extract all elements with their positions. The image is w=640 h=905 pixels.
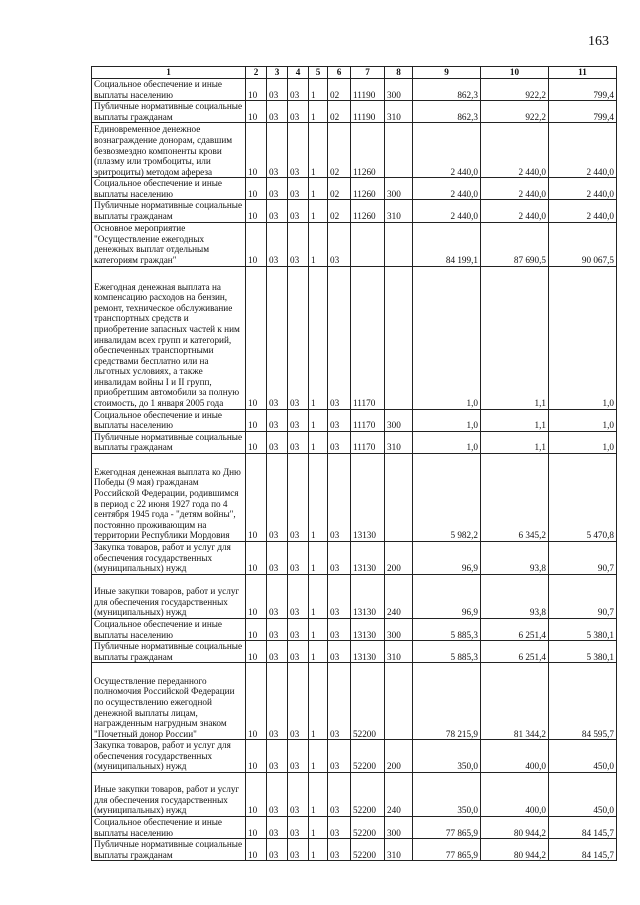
code-cell: 03 <box>267 663 288 740</box>
amount-cell: 1,0 <box>549 409 617 431</box>
row-name-cell: Закупка товаров, работ и услуг для обеспечения государственных (муниципальных) нужд <box>92 541 246 574</box>
amount-cell: 922,2 <box>481 79 549 101</box>
amount-cell: 5 885,3 <box>413 618 481 640</box>
code-cell: 11260 <box>351 123 385 178</box>
row-name-cell: Ежегодная денежная выплата на компенсацию расходов на бензин, ремонт, техническое обслуживание транспортных средств и приобретение запасных частей к ним инвалидам всех групп и категорий, обеспеченных транспортными средствами бесплатно или на льготных условиях, а также инвалидам войны I и II групп, приобретшим автомобили за полную стоимость, до 1 января 2005 года <box>92 266 246 409</box>
row-name-cell: Социальное обеспечение и иные выплаты населению <box>92 618 246 640</box>
code-cell: 03 <box>267 409 288 431</box>
row-name-cell: Единовременное денежное вознаграждение донорам, сдавшим безвозмездно компоненты крови (плазму или тромбоциты, или эритроциты) методом афереза <box>92 123 246 178</box>
amount-cell: 93,8 <box>481 574 549 618</box>
amount-cell: 400,0 <box>481 772 549 816</box>
code-cell: 03 <box>267 453 288 541</box>
code-cell: 200 <box>385 541 413 574</box>
page-number: 163 <box>588 34 609 49</box>
code-cell: 03 <box>267 816 288 838</box>
code-cell: 02 <box>328 101 351 123</box>
budget-table <box>91 66 617 861</box>
code-cell: 11170 <box>351 409 385 431</box>
table-row <box>92 663 617 740</box>
code-cell: 03 <box>328 431 351 453</box>
code-cell: 310 <box>385 839 413 861</box>
table-row <box>92 79 617 101</box>
amount-cell: 78 215,9 <box>413 663 481 740</box>
column-header: 9 <box>413 67 481 79</box>
code-cell: 10 <box>246 453 267 541</box>
code-cell <box>385 266 413 409</box>
code-cell: 03 <box>328 772 351 816</box>
code-cell: 1 <box>309 839 328 861</box>
amount-cell: 2 440,0 <box>549 200 617 222</box>
code-cell: 03 <box>267 772 288 816</box>
amount-cell: 1,0 <box>413 431 481 453</box>
code-cell: 03 <box>288 641 309 663</box>
table-row <box>92 431 617 453</box>
code-cell: 03 <box>267 574 288 618</box>
code-cell: 11190 <box>351 79 385 101</box>
code-cell: 03 <box>288 123 309 178</box>
table-row <box>92 453 617 541</box>
column-header: 1 <box>92 67 246 79</box>
code-cell: 03 <box>288 663 309 740</box>
amount-cell: 1,1 <box>481 266 549 409</box>
amount-cell: 80 944,2 <box>481 839 549 861</box>
amount-cell: 5 982,2 <box>413 453 481 541</box>
table-row <box>92 178 617 200</box>
amount-cell: 6 251,4 <box>481 618 549 640</box>
code-cell: 310 <box>385 101 413 123</box>
row-name-cell: Основное мероприятие "Осуществление ежегодных денежных выплат отдельным категориям граждан" <box>92 222 246 266</box>
code-cell: 13130 <box>351 641 385 663</box>
code-cell: 03 <box>288 409 309 431</box>
code-cell: 300 <box>385 618 413 640</box>
code-cell: 10 <box>246 222 267 266</box>
code-cell: 52200 <box>351 663 385 740</box>
code-cell: 03 <box>267 618 288 640</box>
code-cell: 1 <box>309 200 328 222</box>
code-cell: 11170 <box>351 431 385 453</box>
amount-cell: 2 440,0 <box>549 123 617 178</box>
code-cell: 03 <box>328 740 351 773</box>
amount-cell: 2 440,0 <box>413 178 481 200</box>
code-cell: 03 <box>288 574 309 618</box>
code-cell: 13130 <box>351 541 385 574</box>
amount-cell: 84 145,7 <box>549 839 617 861</box>
table-row <box>92 123 617 178</box>
code-cell: 300 <box>385 79 413 101</box>
amount-cell: 1,0 <box>549 431 617 453</box>
code-cell: 52200 <box>351 839 385 861</box>
amount-cell: 93,8 <box>481 541 549 574</box>
code-cell: 1 <box>309 266 328 409</box>
code-cell: 300 <box>385 816 413 838</box>
column-header: 11 <box>549 67 617 79</box>
code-cell <box>351 222 385 266</box>
column-header: 4 <box>288 67 309 79</box>
column-header: 3 <box>267 67 288 79</box>
amount-cell: 5 470,8 <box>549 453 617 541</box>
amount-cell: 5 380,1 <box>549 641 617 663</box>
code-cell: 03 <box>267 123 288 178</box>
code-cell: 03 <box>288 740 309 773</box>
amount-cell: 2 440,0 <box>413 200 481 222</box>
table-row <box>92 740 617 773</box>
code-cell: 03 <box>328 453 351 541</box>
amount-cell: 922,2 <box>481 101 549 123</box>
code-cell: 03 <box>267 641 288 663</box>
code-cell: 02 <box>328 123 351 178</box>
code-cell: 03 <box>267 101 288 123</box>
table-row <box>92 574 617 618</box>
amount-cell: 90,7 <box>549 541 617 574</box>
amount-cell: 2 440,0 <box>481 123 549 178</box>
code-cell: 03 <box>328 541 351 574</box>
code-cell: 310 <box>385 200 413 222</box>
amount-cell: 1,1 <box>481 409 549 431</box>
amount-cell: 90 067,5 <box>549 222 617 266</box>
code-cell: 03 <box>328 574 351 618</box>
code-cell: 10 <box>246 772 267 816</box>
amount-cell: 5 380,1 <box>549 618 617 640</box>
code-cell: 1 <box>309 772 328 816</box>
code-cell: 03 <box>267 178 288 200</box>
table-header-row <box>92 67 617 79</box>
code-cell: 10 <box>246 641 267 663</box>
table-row <box>92 266 617 409</box>
code-cell: 1 <box>309 541 328 574</box>
code-cell: 10 <box>246 178 267 200</box>
code-cell: 03 <box>328 641 351 663</box>
code-cell: 310 <box>385 641 413 663</box>
code-cell: 10 <box>246 663 267 740</box>
code-cell: 10 <box>246 200 267 222</box>
code-cell: 03 <box>288 178 309 200</box>
code-cell: 03 <box>267 740 288 773</box>
code-cell: 11170 <box>351 266 385 409</box>
code-cell: 10 <box>246 431 267 453</box>
code-cell: 03 <box>328 663 351 740</box>
code-cell: 03 <box>267 222 288 266</box>
code-cell: 52200 <box>351 816 385 838</box>
amount-cell: 2 440,0 <box>481 200 549 222</box>
code-cell: 1 <box>309 222 328 266</box>
column-header: 6 <box>328 67 351 79</box>
row-name-cell: Публичные нормативные социальные выплаты гражданам <box>92 839 246 861</box>
code-cell: 1 <box>309 101 328 123</box>
amount-cell: 90,7 <box>549 574 617 618</box>
amount-cell: 450,0 <box>549 772 617 816</box>
code-cell: 03 <box>288 431 309 453</box>
row-name-cell: Иные закупки товаров, работ и услуг для обеспечения государственных (муниципальных) нужд <box>92 772 246 816</box>
code-cell: 10 <box>246 101 267 123</box>
amount-cell: 400,0 <box>481 740 549 773</box>
code-cell: 03 <box>328 266 351 409</box>
code-cell: 03 <box>328 816 351 838</box>
amount-cell: 6 345,2 <box>481 453 549 541</box>
column-header: 7 <box>351 67 385 79</box>
amount-cell: 2 440,0 <box>413 123 481 178</box>
table-row <box>92 101 617 123</box>
table-row <box>92 839 617 861</box>
amount-cell: 1,0 <box>413 409 481 431</box>
amount-cell: 1,0 <box>413 266 481 409</box>
table-body <box>92 79 617 861</box>
code-cell: 03 <box>288 541 309 574</box>
code-cell: 02 <box>328 79 351 101</box>
row-name-cell: Социальное обеспечение и иные выплаты населению <box>92 409 246 431</box>
amount-cell: 2 440,0 <box>481 178 549 200</box>
column-header: 5 <box>309 67 328 79</box>
code-cell: 1 <box>309 178 328 200</box>
row-name-cell: Социальное обеспечение и иные выплаты населению <box>92 178 246 200</box>
row-name-cell: Социальное обеспечение и иные выплаты населению <box>92 79 246 101</box>
code-cell: 03 <box>288 816 309 838</box>
row-name-cell: Публичные нормативные социальные выплаты гражданам <box>92 431 246 453</box>
code-cell: 03 <box>328 618 351 640</box>
code-cell: 1 <box>309 663 328 740</box>
amount-cell: 6 251,4 <box>481 641 549 663</box>
code-cell: 10 <box>246 123 267 178</box>
table-row <box>92 618 617 640</box>
table-row <box>92 641 617 663</box>
code-cell: 02 <box>328 200 351 222</box>
amount-cell: 799,4 <box>549 79 617 101</box>
code-cell: 03 <box>267 431 288 453</box>
code-cell: 10 <box>246 266 267 409</box>
amount-cell: 80 944,2 <box>481 816 549 838</box>
code-cell: 03 <box>267 541 288 574</box>
row-name-cell: Ежегодная денежная выплата ко Дню Победы (9 мая) гражданам Российской Федерации, родившимся в период с 22 июня 1927 года по 4 сентября 1945 года - "детям войны", постоянно проживающим на территории Республики Мордовия <box>92 453 246 541</box>
code-cell: 10 <box>246 740 267 773</box>
code-cell: 03 <box>328 409 351 431</box>
table-row <box>92 222 617 266</box>
row-name-cell: Публичные нормативные социальные выплаты гражданам <box>92 200 246 222</box>
amount-cell: 96,9 <box>413 574 481 618</box>
code-cell <box>385 123 413 178</box>
code-cell: 1 <box>309 79 328 101</box>
code-cell: 10 <box>246 79 267 101</box>
amount-cell: 87 690,5 <box>481 222 549 266</box>
amount-cell: 77 865,9 <box>413 839 481 861</box>
code-cell: 11190 <box>351 101 385 123</box>
amount-cell: 84 595,7 <box>549 663 617 740</box>
code-cell: 03 <box>267 839 288 861</box>
table-row <box>92 409 617 431</box>
code-cell: 1 <box>309 618 328 640</box>
code-cell: 1 <box>309 574 328 618</box>
code-cell: 10 <box>246 618 267 640</box>
code-cell: 300 <box>385 178 413 200</box>
code-cell: 240 <box>385 772 413 816</box>
row-name-cell: Социальное обеспечение и иные выплаты населению <box>92 816 246 838</box>
code-cell <box>385 663 413 740</box>
code-cell: 10 <box>246 409 267 431</box>
code-cell: 03 <box>267 266 288 409</box>
code-cell: 52200 <box>351 772 385 816</box>
code-cell: 10 <box>246 839 267 861</box>
column-header: 2 <box>246 67 267 79</box>
code-cell: 1 <box>309 409 328 431</box>
code-cell: 1 <box>309 123 328 178</box>
table-row <box>92 200 617 222</box>
amount-cell: 84 145,7 <box>549 816 617 838</box>
code-cell: 1 <box>309 431 328 453</box>
amount-cell: 2 440,0 <box>549 178 617 200</box>
row-name-cell: Закупка товаров, работ и услуг для обеспечения государственных (муниципальных) нужд <box>92 740 246 773</box>
code-cell <box>385 222 413 266</box>
code-cell: 03 <box>288 618 309 640</box>
amount-cell: 862,3 <box>413 101 481 123</box>
code-cell: 13130 <box>351 453 385 541</box>
row-name-cell: Публичные нормативные социальные выплаты гражданам <box>92 101 246 123</box>
code-cell: 03 <box>288 101 309 123</box>
code-cell: 11260 <box>351 178 385 200</box>
amount-cell: 1,1 <box>481 431 549 453</box>
amount-cell: 5 885,3 <box>413 641 481 663</box>
code-cell: 03 <box>267 200 288 222</box>
code-cell: 03 <box>288 839 309 861</box>
code-cell: 240 <box>385 574 413 618</box>
code-cell: 52200 <box>351 740 385 773</box>
code-cell: 03 <box>288 453 309 541</box>
row-name-cell: Осуществление переданного полномочия Российской Федерации по осуществлению ежегодной денежной выплаты лицам, награжденным нагрудным знаком "Почетный донор России" <box>92 663 246 740</box>
code-cell: 02 <box>328 178 351 200</box>
amount-cell: 350,0 <box>413 772 481 816</box>
code-cell: 03 <box>288 200 309 222</box>
code-cell: 10 <box>246 574 267 618</box>
code-cell: 10 <box>246 541 267 574</box>
amount-cell: 862,3 <box>413 79 481 101</box>
amount-cell: 450,0 <box>549 740 617 773</box>
code-cell: 310 <box>385 431 413 453</box>
code-cell: 03 <box>267 79 288 101</box>
row-name-cell: Публичные нормативные социальные выплаты гражданам <box>92 641 246 663</box>
amount-cell: 799,4 <box>549 101 617 123</box>
code-cell: 1 <box>309 740 328 773</box>
code-cell: 03 <box>288 222 309 266</box>
code-cell: 1 <box>309 453 328 541</box>
table-row <box>92 816 617 838</box>
code-cell: 200 <box>385 740 413 773</box>
code-cell <box>385 453 413 541</box>
amount-cell: 96,9 <box>413 541 481 574</box>
code-cell: 11260 <box>351 200 385 222</box>
code-cell: 03 <box>328 839 351 861</box>
code-cell: 1 <box>309 816 328 838</box>
code-cell: 03 <box>328 222 351 266</box>
amount-cell: 1,0 <box>549 266 617 409</box>
code-cell: 1 <box>309 641 328 663</box>
code-cell: 10 <box>246 816 267 838</box>
code-cell: 03 <box>288 79 309 101</box>
code-cell: 03 <box>288 772 309 816</box>
amount-cell: 350,0 <box>413 740 481 773</box>
column-header: 8 <box>385 67 413 79</box>
table-row <box>92 541 617 574</box>
code-cell: 13130 <box>351 618 385 640</box>
code-cell: 03 <box>288 266 309 409</box>
code-cell: 300 <box>385 409 413 431</box>
code-cell: 13130 <box>351 574 385 618</box>
amount-cell: 81 344,2 <box>481 663 549 740</box>
amount-cell: 77 865,9 <box>413 816 481 838</box>
column-header: 10 <box>481 67 549 79</box>
table-row <box>92 772 617 816</box>
amount-cell: 84 199,1 <box>413 222 481 266</box>
row-name-cell: Иные закупки товаров, работ и услуг для обеспечения государственных (муниципальных) нужд <box>92 574 246 618</box>
